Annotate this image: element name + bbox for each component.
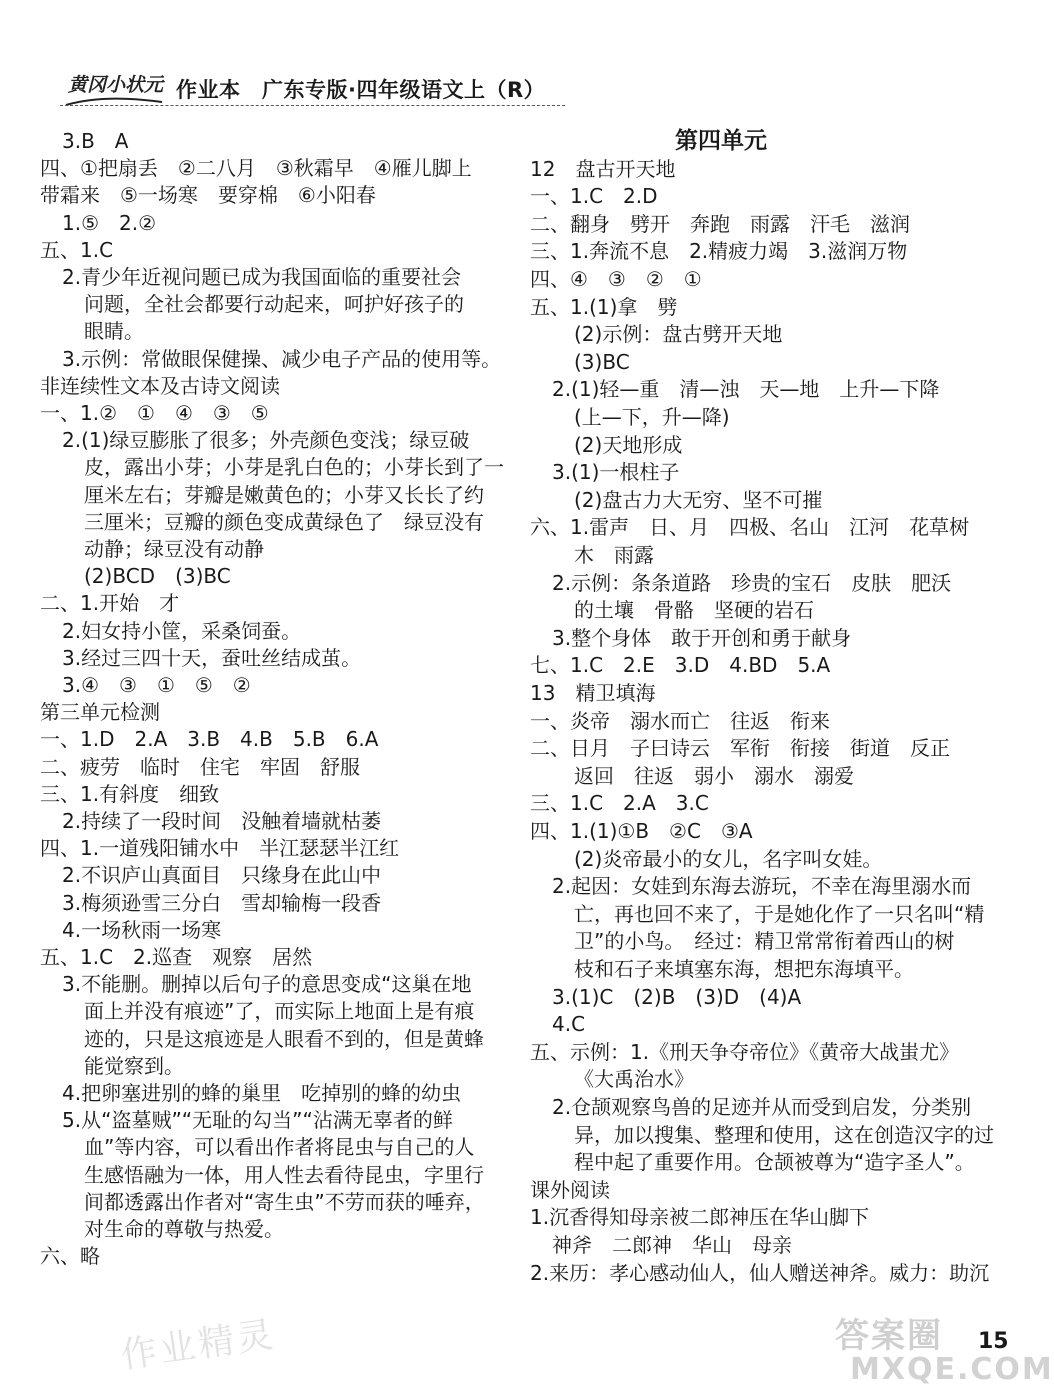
answer-line: 12 盘古开天地 — [530, 156, 676, 181]
answer-line: 2.(1)绿豆膨胀了很多；外壳颜色变浅；绿豆破 — [62, 428, 470, 453]
answer-line: 问题，全社会都要行动起来，呵护好孩子的 — [84, 292, 464, 317]
answer-line: (2)BCD (3)BC — [84, 564, 231, 589]
answer-line: 七、1.C 2.E 3.D 4.BD 5.A — [530, 653, 831, 678]
answer-line: 三、1.有斜度 细致 — [40, 781, 220, 806]
answer-line: 程中起了重要作用。仓颉被尊为“造字圣人”。 — [574, 1150, 975, 1175]
answer-line: 对生命的尊敬与热爱。 — [84, 1217, 284, 1241]
answer-line: 二、疲劳 临时 住宅 牢固 舒服 — [40, 754, 360, 779]
answer-line: 1.⑤ 2.② — [62, 210, 157, 235]
answer-line: 4.把卵塞进别的蜂的巢里 吃掉别的蜂的幼虫 — [62, 1081, 462, 1105]
header-title: 作业本 广东专版·四年级语文上（R） — [176, 78, 546, 102]
answer-line: 5.从“盗墓贼”“无耻的勾当”“沾满无辜者的鲜 — [62, 1108, 453, 1133]
answer-line: 迹的，只是这痕迹是人眼看不到的，但是黄蜂 — [84, 1026, 484, 1051]
answer-line: 生感悟融为一体，用人性去看待昆虫，字里行 — [84, 1162, 484, 1187]
watermark-logo: 答案圈 — [835, 1316, 943, 1356]
answer-line: (上—下，升—降) — [574, 405, 730, 429]
answer-line: 3.整个身体 敢于开创和勇于献身 — [552, 625, 852, 650]
header-divider — [60, 105, 565, 106]
answer-line: 动静；绿豆没有动静 — [84, 537, 264, 561]
answer-line: 2.持续了一段时间 没触着墙就枯萎 — [62, 809, 382, 833]
answer-line: 四、1.(1)①B ②C ③A — [530, 819, 753, 843]
answer-line: 三厘米；豆瓣的颜色变成黄绿色了 绿豆没有 — [84, 509, 484, 534]
answer-line: 二、日月 子曰诗云 军衔 衔接 街道 反正 — [530, 736, 950, 761]
answer-line: (3)BC — [574, 349, 630, 374]
answer-line: 一、1.D 2.A 3.B 4.B 5.B 6.A — [40, 727, 379, 752]
answer-line: 3.④ ③ ① ⑤ ② — [62, 673, 251, 697]
page-header — [60, 70, 565, 110]
answer-line: 1.沉香得知母亲被二郎神压在华山脚下 — [530, 1205, 870, 1230]
answer-line: 五、示例：1.《刑天争夺帝位》《黄帝大战蚩尤》 — [530, 1039, 960, 1064]
answer-line: 3.梅须逊雪三分白 雪却输梅一段香 — [62, 890, 382, 915]
answer-line: 3.不能删。删掉以后句子的意思变成“这巢在地 — [62, 972, 472, 997]
answer-line: 《大禹治水》 — [574, 1067, 694, 1092]
answer-line: 血”等内容，可以看出作者将昆虫与自己的人 — [84, 1135, 475, 1160]
answer-line: 返回 往返 弱小 溺水 溺爱 — [574, 763, 854, 788]
answer-line: 3.B A — [62, 129, 129, 153]
answer-line: 异，加以搜集、整理和使用，这在创造汉字的过 — [574, 1122, 994, 1147]
answer-line: 的土壤 骨骼 坚硬的岩石 — [574, 598, 814, 623]
answer-line: 三、1.C 2.A 3.C — [530, 791, 709, 816]
answer-line: 二、翻身 劈开 奔跑 雨露 汗毛 滋润 — [530, 211, 910, 236]
answer-line: 六、略 — [40, 1244, 100, 1269]
answer-line: 一、炎帝 溺水而亡 往返 衔来 — [530, 708, 830, 733]
answer-line: 神斧 二郎神 华山 母亲 — [552, 1233, 792, 1257]
answer-line: 2.(1)轻—重 清—浊 天—地 上升—下降 — [552, 377, 940, 402]
answer-line: 五、1.C 2.巡查 观察 居然 — [40, 945, 313, 969]
answer-line: 带霜来 ⑤一场寒 要穿棉 ⑥小阳春 — [40, 183, 376, 208]
answer-line: 2.不识庐山真面目 只缘身在此山中 — [62, 863, 382, 888]
answer-line: 2.起因：女娃到东海去游玩，不幸在海里溺水而 — [552, 874, 972, 899]
answer-line: 二、1.开始 才 — [40, 591, 180, 616]
answer-line: 第三单元检测 — [40, 700, 160, 725]
unit-title: 第四单元 — [675, 128, 767, 154]
answer-line: 枝和石子来填塞东海，想把东海填平。 — [574, 957, 914, 981]
answer-line: 面上并没有痕迹”了，而实际上地面上是有痕 — [84, 999, 475, 1024]
answer-line: 眼睛。 — [84, 319, 144, 344]
answer-line: 3.示例：常做眼保健操、减少电子产品的使用等。 — [62, 346, 502, 371]
answer-line: 2.妇女持小筐，采桑饲蚕。 — [62, 618, 302, 643]
answer-line: 3.经过三四十天，蚕吐丝结成茧。 — [62, 645, 362, 670]
answer-line: 4.C — [552, 1012, 586, 1037]
answer-line: 三、1.奔流不息 2.精疲力竭 3.滋润万物 — [530, 239, 908, 264]
answer-line: 六、1.雷声 日、月 四极、名山 江河 花草树 — [530, 515, 970, 540]
answer-line: 2.来历：孝心感动仙人，仙人赠送神斧。威力：助沉 — [530, 1260, 990, 1285]
answer-line: 四、①把扇丢 ②二八月 ③秋霜早 ④雁儿脚上 — [40, 156, 472, 181]
answer-line: 皮，露出小芽；小芽是乳白色的；小芽长到了一 — [84, 455, 504, 480]
answer-line: 四、1.一道残阳铺水中 半江瑟瑟半江红 — [40, 836, 400, 861]
logo-swoosh-icon — [64, 96, 164, 108]
answer-line: 4.一场秋雨一场寒 — [62, 917, 222, 942]
answer-line: 木 雨露 — [574, 543, 654, 567]
answer-line: 13 精卫填海 — [530, 681, 656, 705]
answer-line: (2)盘古力大无穷、坚不可摧 — [574, 487, 823, 512]
answer-line: 间都透露出作者对“寄生虫”不劳而获的唾弃， — [84, 1189, 485, 1214]
answer-line: 能觉察到。 — [84, 1053, 184, 1078]
answer-line: 厘米左右；芽瓣是嫩黄色的；小芽又长长了约 — [84, 482, 484, 507]
answer-line: 五、1.(1)拿 劈 — [530, 294, 678, 319]
answer-line: 四、④ ③ ② ① — [530, 267, 702, 291]
answer-line: 2.仓颉观察鸟兽的足迹并从而受到启发，分类别 — [552, 1095, 972, 1119]
answer-line: 2.示例：条条道路 珍贵的宝石 皮肤 肥沃 — [552, 570, 952, 595]
answer-line: 卫”的小鸟。 经过：精卫常常衔着西山的树 — [574, 929, 955, 954]
faint-stamp: 作业精灵 — [118, 1314, 279, 1377]
watermark-url: MXQE.COM — [850, 1352, 1054, 1387]
answer-line: 课外阅读 — [530, 1177, 610, 1202]
answer-line: 2.青少年近视问题已成为我国面临的重要社会 — [62, 265, 462, 289]
page-number: 15 — [978, 1329, 1009, 1354]
brand-logo: 黄冈小状元 — [68, 74, 164, 96]
answer-line: (2)炎帝最小的女儿，名字叫女娃。 — [574, 846, 883, 871]
answer-line: 非连续性文本及古诗文阅读 — [40, 373, 280, 398]
answer-line: (2)示例：盘古劈开天地 — [574, 322, 783, 347]
answer-line: 3.(1)C (2)B (3)D (4)A — [552, 984, 802, 1009]
answer-line: 一、1.② ① ④ ③ ⑤ — [40, 401, 269, 425]
answer-line: 五、1.C — [40, 237, 114, 262]
answer-line: (2)天地形成 — [574, 432, 683, 457]
answer-line: 3.(1)一根柱子 — [552, 460, 680, 485]
answer-line: 一、1.C 2.D — [530, 184, 658, 209]
answer-line: 亡，再也回不来了，于是她化作了一只名叫“精 — [574, 901, 985, 926]
